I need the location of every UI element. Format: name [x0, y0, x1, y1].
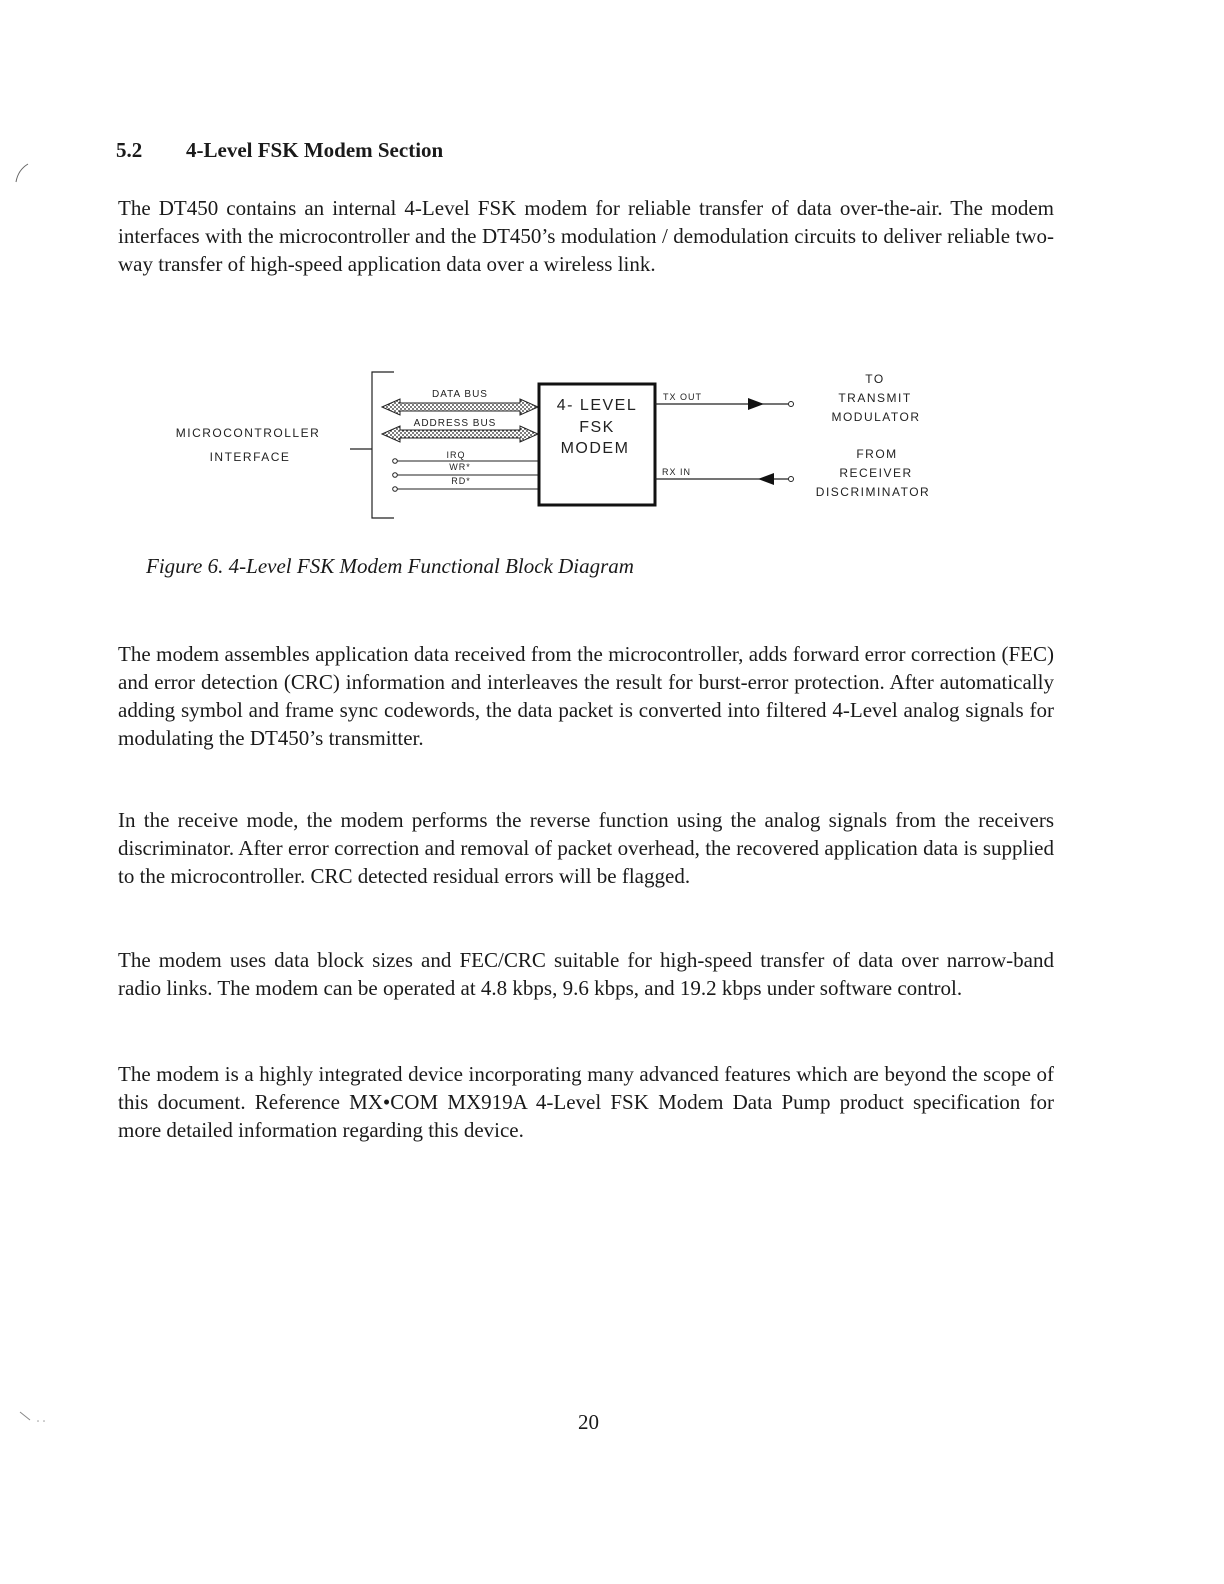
- tx-out-label: TX OUT: [663, 392, 702, 402]
- tx-target-line-1: TO: [865, 372, 885, 386]
- figure-caption: [146, 554, 634, 579]
- paragraph-reference: The modem is a highly integrated device incorporating many advanced features which are beyond the scope of this document. Reference MX•COM MX919A 4-Level FSK Modem Data Pump product specification for more detailed information regarding this device.: [118, 1062, 1054, 1142]
- rx-in-label: RX IN: [662, 467, 692, 477]
- wr-label: WR*: [449, 462, 471, 472]
- interface-bracket: [372, 372, 394, 518]
- rd-terminal: [393, 487, 398, 492]
- section-heading: [116, 138, 443, 163]
- tx-target-line-3: MODULATOR: [831, 410, 921, 424]
- irq-terminal: [393, 459, 398, 464]
- data-bus-arrow: [382, 399, 538, 415]
- tx-out-terminal: [789, 402, 794, 407]
- rd-label: RD*: [451, 476, 471, 486]
- page-number: 20: [578, 1410, 599, 1434]
- scan-mark-bottom: [16, 1408, 56, 1428]
- rx-source-line-3: DISCRIMINATOR: [815, 485, 931, 499]
- modem-block-line-3: MODEM: [560, 440, 630, 457]
- interface-label: INTERFACE: [209, 450, 291, 464]
- wr-terminal: [393, 473, 398, 478]
- rx-source-line-2: RECEIVER: [839, 466, 913, 480]
- microcontroller-label: MICROCONTROLLER: [175, 426, 321, 440]
- block-diagram: [150, 362, 970, 530]
- rx-arrow-icon: [758, 473, 774, 485]
- modem-block-line-2: FSK: [579, 419, 615, 436]
- figure-caption-text: 4-Level FSK Modem Functional Block Diagram: [228, 554, 634, 578]
- section-title: 4-Level FSK Modem Section: [186, 138, 444, 162]
- paragraph-transmit: The modem assembles application data received from the microcontroller, adds forward error correction (FEC) and error detection (CRC) information and interleaves the result for burst-error protection. After automatically adding symbol and frame sync codewords, the data packet is converted into filtered 4-Level analog signals for modulating the DT450’s transmitter.: [118, 642, 1054, 750]
- irq-label: IRQ: [446, 450, 466, 460]
- rx-in-terminal: [789, 477, 794, 482]
- paragraph-data-rates: The modem uses data block sizes and FEC/CRC suitable for high-speed transfer of data over narrow-band radio links. The modem can be operated at 4.8 kbps, 9.6 kbps, and 19.2 kbps under software control.: [118, 948, 1054, 1000]
- tx-arrow-icon: [748, 398, 764, 410]
- scan-mark-top: [6, 160, 36, 190]
- modem-block-line-1: 4- LEVEL: [556, 397, 638, 414]
- figure-label: Figure 6.: [146, 554, 224, 578]
- data-bus-label: DATA BUS: [432, 389, 488, 400]
- paragraph-intro: The DT450 contains an internal 4-Level FSK modem for reliable transfer of data over-the-air. The modem interfaces with the microcontroller and the DT450’s modulation / demodulation circuits to deliver reliable two-way transfer of high-speed application data over a wireless link.: [118, 196, 1054, 276]
- address-bus-label: ADDRESS BUS: [413, 418, 497, 429]
- section-number: 5.2: [116, 138, 143, 162]
- paragraph-receive: In the receive mode, the modem performs the reverse function using the analog signals from the receivers discriminator. After error correction and removal of packet overhead, the recovered application data is supplied to the microcontroller. CRC detected residual errors will be flagged.: [118, 808, 1054, 888]
- tx-target-line-2: TRANSMIT: [838, 391, 912, 405]
- rx-source-line-1: FROM: [856, 447, 898, 461]
